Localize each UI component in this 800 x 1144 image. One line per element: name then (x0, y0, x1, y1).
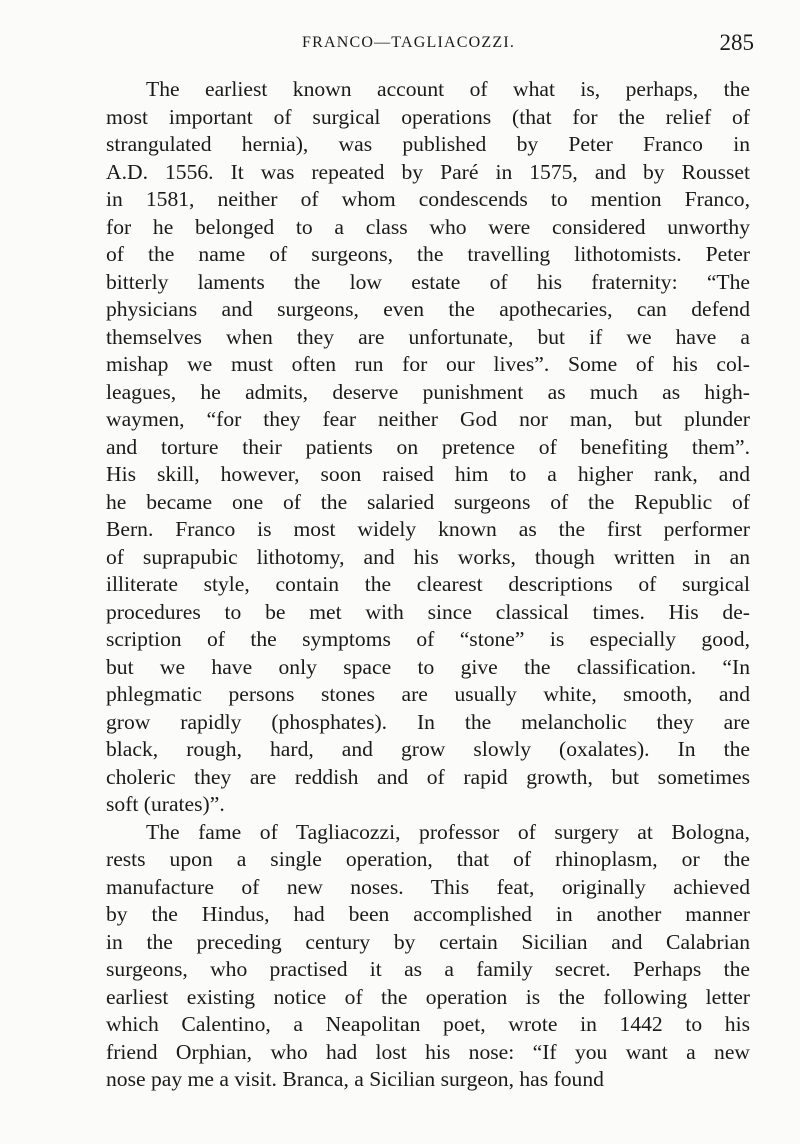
text-line: earliest existing notice of the operation is the following letter (106, 984, 750, 1009)
text-line: of the name of surgeons, the travelling lithotomists. Peter (106, 242, 750, 266)
text-line: A.D. 1556. It was repeated by Paré in 1575, and by Rousset (106, 159, 750, 184)
text-line: Bern. Franco is most widely known as the first performer (106, 517, 750, 541)
text-line: surgeons, who practised it as a family secret. Perhaps the (106, 957, 750, 981)
paragraph (106, 819, 750, 1094)
text-line: soft (urates)”. (106, 792, 225, 816)
running-head: FRANCO—TAGLIACOZZI. (302, 34, 516, 51)
text-line: themselves when they are unfortunate, but if we have a (106, 324, 750, 349)
text-line: most important of surgical operations (that for the relief of (106, 104, 750, 129)
text-line: nose pay me a visit. Branca, a Sicilian surgeon, has found (106, 1067, 604, 1091)
page-header (106, 30, 754, 60)
text-line: mishap we must often run for our lives”. Some of his col- (106, 352, 750, 376)
text-line: manufacture of new noses. This feat, originally achieved (106, 874, 750, 899)
text-line: illiterate style, contain the clearest descriptions of surgical (106, 572, 750, 596)
text-line: of suprapubic lithotomy, and his works, though written in an (106, 544, 750, 569)
text-line: His skill, however, soon raised him to a higher rank, and (106, 462, 750, 486)
text-line: bitterly laments the low estate of his fraternity: “The (106, 269, 750, 294)
text-line: strangulated hernia), was published by Peter Franco in (106, 132, 750, 156)
text-line: he became one of the salaried surgeons of the Republic of (106, 489, 750, 514)
text-line: The earliest known account of what is, perhaps, the (146, 77, 750, 101)
text-line: and torture their patients on pretence of benefiting them”. (106, 434, 750, 459)
text-line: grow rapidly (phosphates). In the melancholic they are (106, 709, 750, 734)
text-line: but we have only space to give the classification. “In (106, 654, 750, 679)
text-line: scription of the symptoms of “stone” is especially good, (106, 627, 750, 651)
text-line: friend Orphian, who had lost his nose: “If you want a new (106, 1039, 750, 1064)
text-line: in the preceding century by certain Sicilian and Calabrian (106, 929, 750, 954)
text-line: choleric they are reddish and of rapid growth, but sometimes (106, 764, 750, 789)
text-line: which Calentino, a Neapolitan poet, wrote in 1442 to his (106, 1012, 750, 1036)
text-line: rests upon a single operation, that of rhinoplasm, or the (106, 847, 750, 871)
text-line: waymen, “for they fear neither God nor man, but plunder (106, 407, 750, 431)
page-number: 285 (719, 30, 754, 55)
body-text (106, 76, 750, 1094)
text-line: The fame of Tagliacozzi, professor of surgery at Bologna, (146, 819, 750, 844)
text-line: phlegmatic persons stones are usually white, smooth, and (106, 682, 750, 706)
text-line: physicians and surgeons, even the apothecaries, can defend (106, 297, 750, 321)
text-line: in 1581, neither of whom condescends to mention Franco, (106, 187, 750, 211)
text-line: black, rough, hard, and grow slowly (oxalates). In the (106, 737, 750, 761)
text-line: leagues, he admits, deserve punishment as much as high- (106, 379, 750, 404)
text-line: for he belonged to a class who were considered unworthy (106, 214, 750, 239)
text-line: by the Hindus, had been accomplished in another manner (106, 902, 750, 926)
text-line: procedures to be met with since classical times. His de- (106, 599, 750, 624)
paragraph (106, 76, 750, 819)
